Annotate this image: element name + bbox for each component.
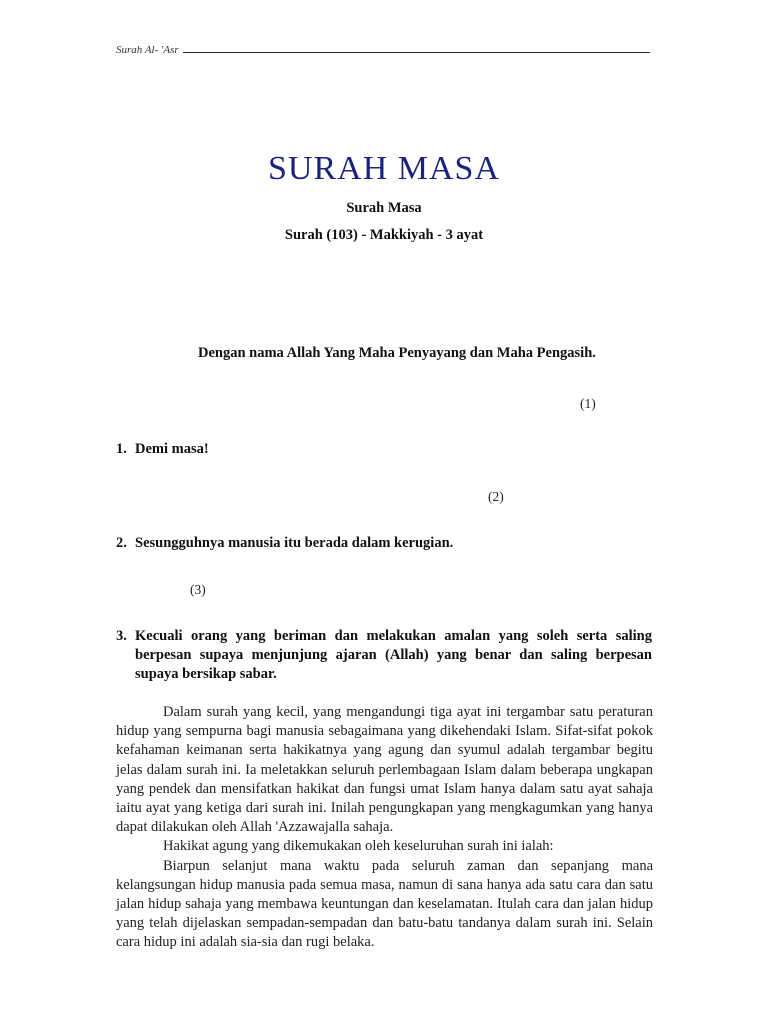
verse-number: 3. — [116, 628, 127, 644]
bismillah-translation: Dengan nama Allah Yang Maha Penyayang dan Maha Pengasih. — [198, 345, 596, 361]
subtitle-surah-name: Surah Masa — [346, 200, 422, 216]
verse-3 — [116, 627, 652, 684]
page-title: SURAH MASA — [268, 150, 500, 187]
commentary-body — [116, 703, 653, 953]
verse-number: 1. — [116, 441, 127, 457]
header-rule — [183, 52, 650, 53]
running-header — [116, 44, 650, 56]
verse-text: Kecuali orang yang beriman dan melakukan amalan yang soleh serta saling berpesan supaya menjunjung ajaran (Allah) yang benar dan saling berpesan supaya bersikap sabar. — [135, 628, 652, 682]
verse-number: 2. — [116, 535, 127, 551]
paragraph: Hakikat agung yang dikemukakan oleh keseluruhan surah ini ialah: — [163, 838, 554, 855]
subtitle-surah-info: Surah (103) - Makkiyah - 3 ayat — [284, 227, 484, 243]
ayah-reference-2: (2) — [488, 489, 504, 504]
paragraph: Biarpun selanjut mana waktu pada seluruh zaman dan sepanjang mana kelangsungan hidup manusia pada semua masa, namun di sana hanya ada satu cara dan satu jalan hidup sahaja yang membawa keuntungan dan keselamatan. Itulah cara dan jalan hidup yang telah dijelaskan sempadan-sempadan dan batu-batu tandanya dalam surah ini. Selain cara hidup ini adalah sia-sia dan rugi belaka. — [116, 857, 653, 951]
running-header-title: Surah Al- 'Asr — [116, 44, 179, 56]
paragraph: Dalam surah yang kecil, yang mengandungi tiga ayat ini tergambar satu peraturan hidup yang sempurna bagi manusia sebagaimana yang dikehendaki Islam. Sifat-sifat pokok kefahaman keimanan serta hakikatnya yang agung dan syumul adalah tergambar begitu jelas dalam surah ini. Ia meletakkan seluruh perlembagaan Islam dalam beberapa ungkapan yang pendek dan mensifatkan hakikat dan fungsi umat Islam hanya dalam satu ayat sahaja iaitu ayat yang ketiga dari surah ini. Inilah pengungkapan yang mengkagumkan yang hanya dapat dilakukan oleh Allah 'Azzawajalla sahaja. — [116, 704, 653, 836]
ayah-reference-1: (1) — [580, 396, 596, 411]
verse-2 — [116, 534, 652, 553]
verse-text: Sesungguhnya manusia itu berada dalam kerugian. — [135, 535, 454, 551]
verse-text: Demi masa! — [135, 441, 209, 457]
ayah-reference-3: (3) — [190, 582, 206, 597]
verse-1 — [116, 440, 652, 459]
